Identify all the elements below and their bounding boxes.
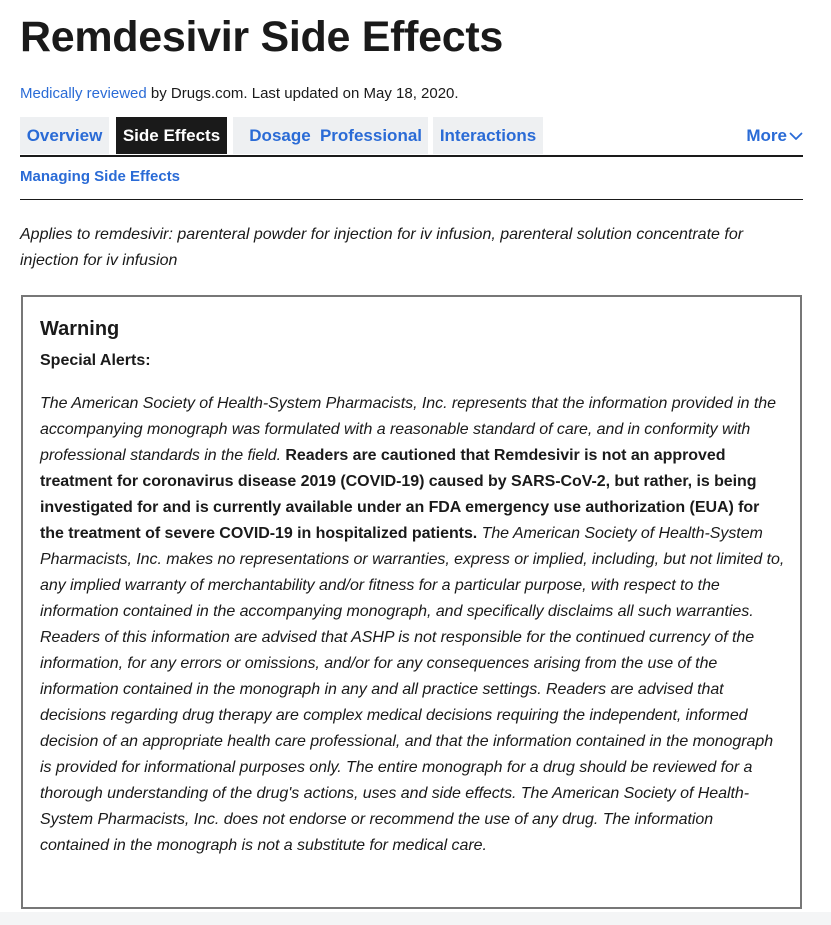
page-content (20, 0, 804, 854)
special-alerts-label: Special Alerts: (40, 352, 151, 369)
review-meta-text: by Drugs.com. Last updated on May 18, 2020. (146, 85, 459, 102)
warning-content (40, 315, 785, 859)
warning-text-disclaimer: The American Society of Health-System Pharmacists, Inc. makes no representations or warranties, express or implied, including, but not limited to, any implied warranty of merchantability and/or fitness for a particular purpose, with respect to the information contained in the accompanying monograph, and specifically disclaims all such warranties. Readers of this information are advised that ASHP is not responsible for the continued currency of the information, for any errors or omissions, and/or for any consequences arising from the use of the information contained in the monograph in any and all practice settings. Readers are advised that decisions regarding drug therapy are complex medical decisions requiring the independent, informed decision of an appropriate health care professional, and that the information contained in the monograph is provided for informational purposes only. The entire monograph for a drug should be reviewed for a thorough understanding of the drug's actions, uses and side effects. The American Society of Health-System Pharmacists, Inc. does not endorse or recommend the use of any drug. The information contained in the monograph is not a substitute for medical care. (40, 525, 785, 854)
tab-more-label: More (746, 126, 787, 145)
review-meta (20, 84, 804, 104)
warning-text-caution: Readers are cautioned that Remdesivir is not an approved treatment for coronavirus disease 2019 (COVID-19) caused by SARS-CoV-2, but rather, is being investigated for and is currently available under an FDA emergency use authorization (EUA) for the treatment of severe COVID-19 in hospitalized patients. (40, 447, 760, 542)
bottom-strip (0, 912, 831, 925)
managing-side-effects-link[interactable]: Managing Side Effects (20, 168, 181, 185)
tab-bar (20, 117, 803, 157)
chevron-down-icon (789, 131, 803, 141)
applies-to-text: Applies to remdesivir: parenteral powder for injection for iv infusion, parenteral solution concentrate for injection for iv infusion (20, 226, 744, 269)
warning-text-intro: The American Society of Health-System Pharmacists, Inc. represents that the information provided in the accompanying monograph was formulated with a reasonable standard of care, and in conformity with professional standards in the field. (40, 395, 776, 464)
tab-dosage[interactable]: Dosage (233, 117, 327, 154)
medically-reviewed-link[interactable]: Medically reviewed (20, 85, 147, 102)
tab-overview[interactable]: Overview (20, 117, 109, 154)
sub-navigation (20, 157, 803, 200)
tab-more[interactable] (746, 117, 803, 154)
tab-professional[interactable]: Professional (314, 117, 428, 154)
page-title: Remdesivir Side Effects (20, 13, 504, 61)
warning-box (21, 295, 802, 909)
tab-interactions[interactable]: Interactions (433, 117, 543, 154)
warning-title: Warning (40, 318, 120, 340)
tab-side-effects[interactable]: Side Effects (116, 117, 227, 154)
warning-text (40, 391, 785, 859)
